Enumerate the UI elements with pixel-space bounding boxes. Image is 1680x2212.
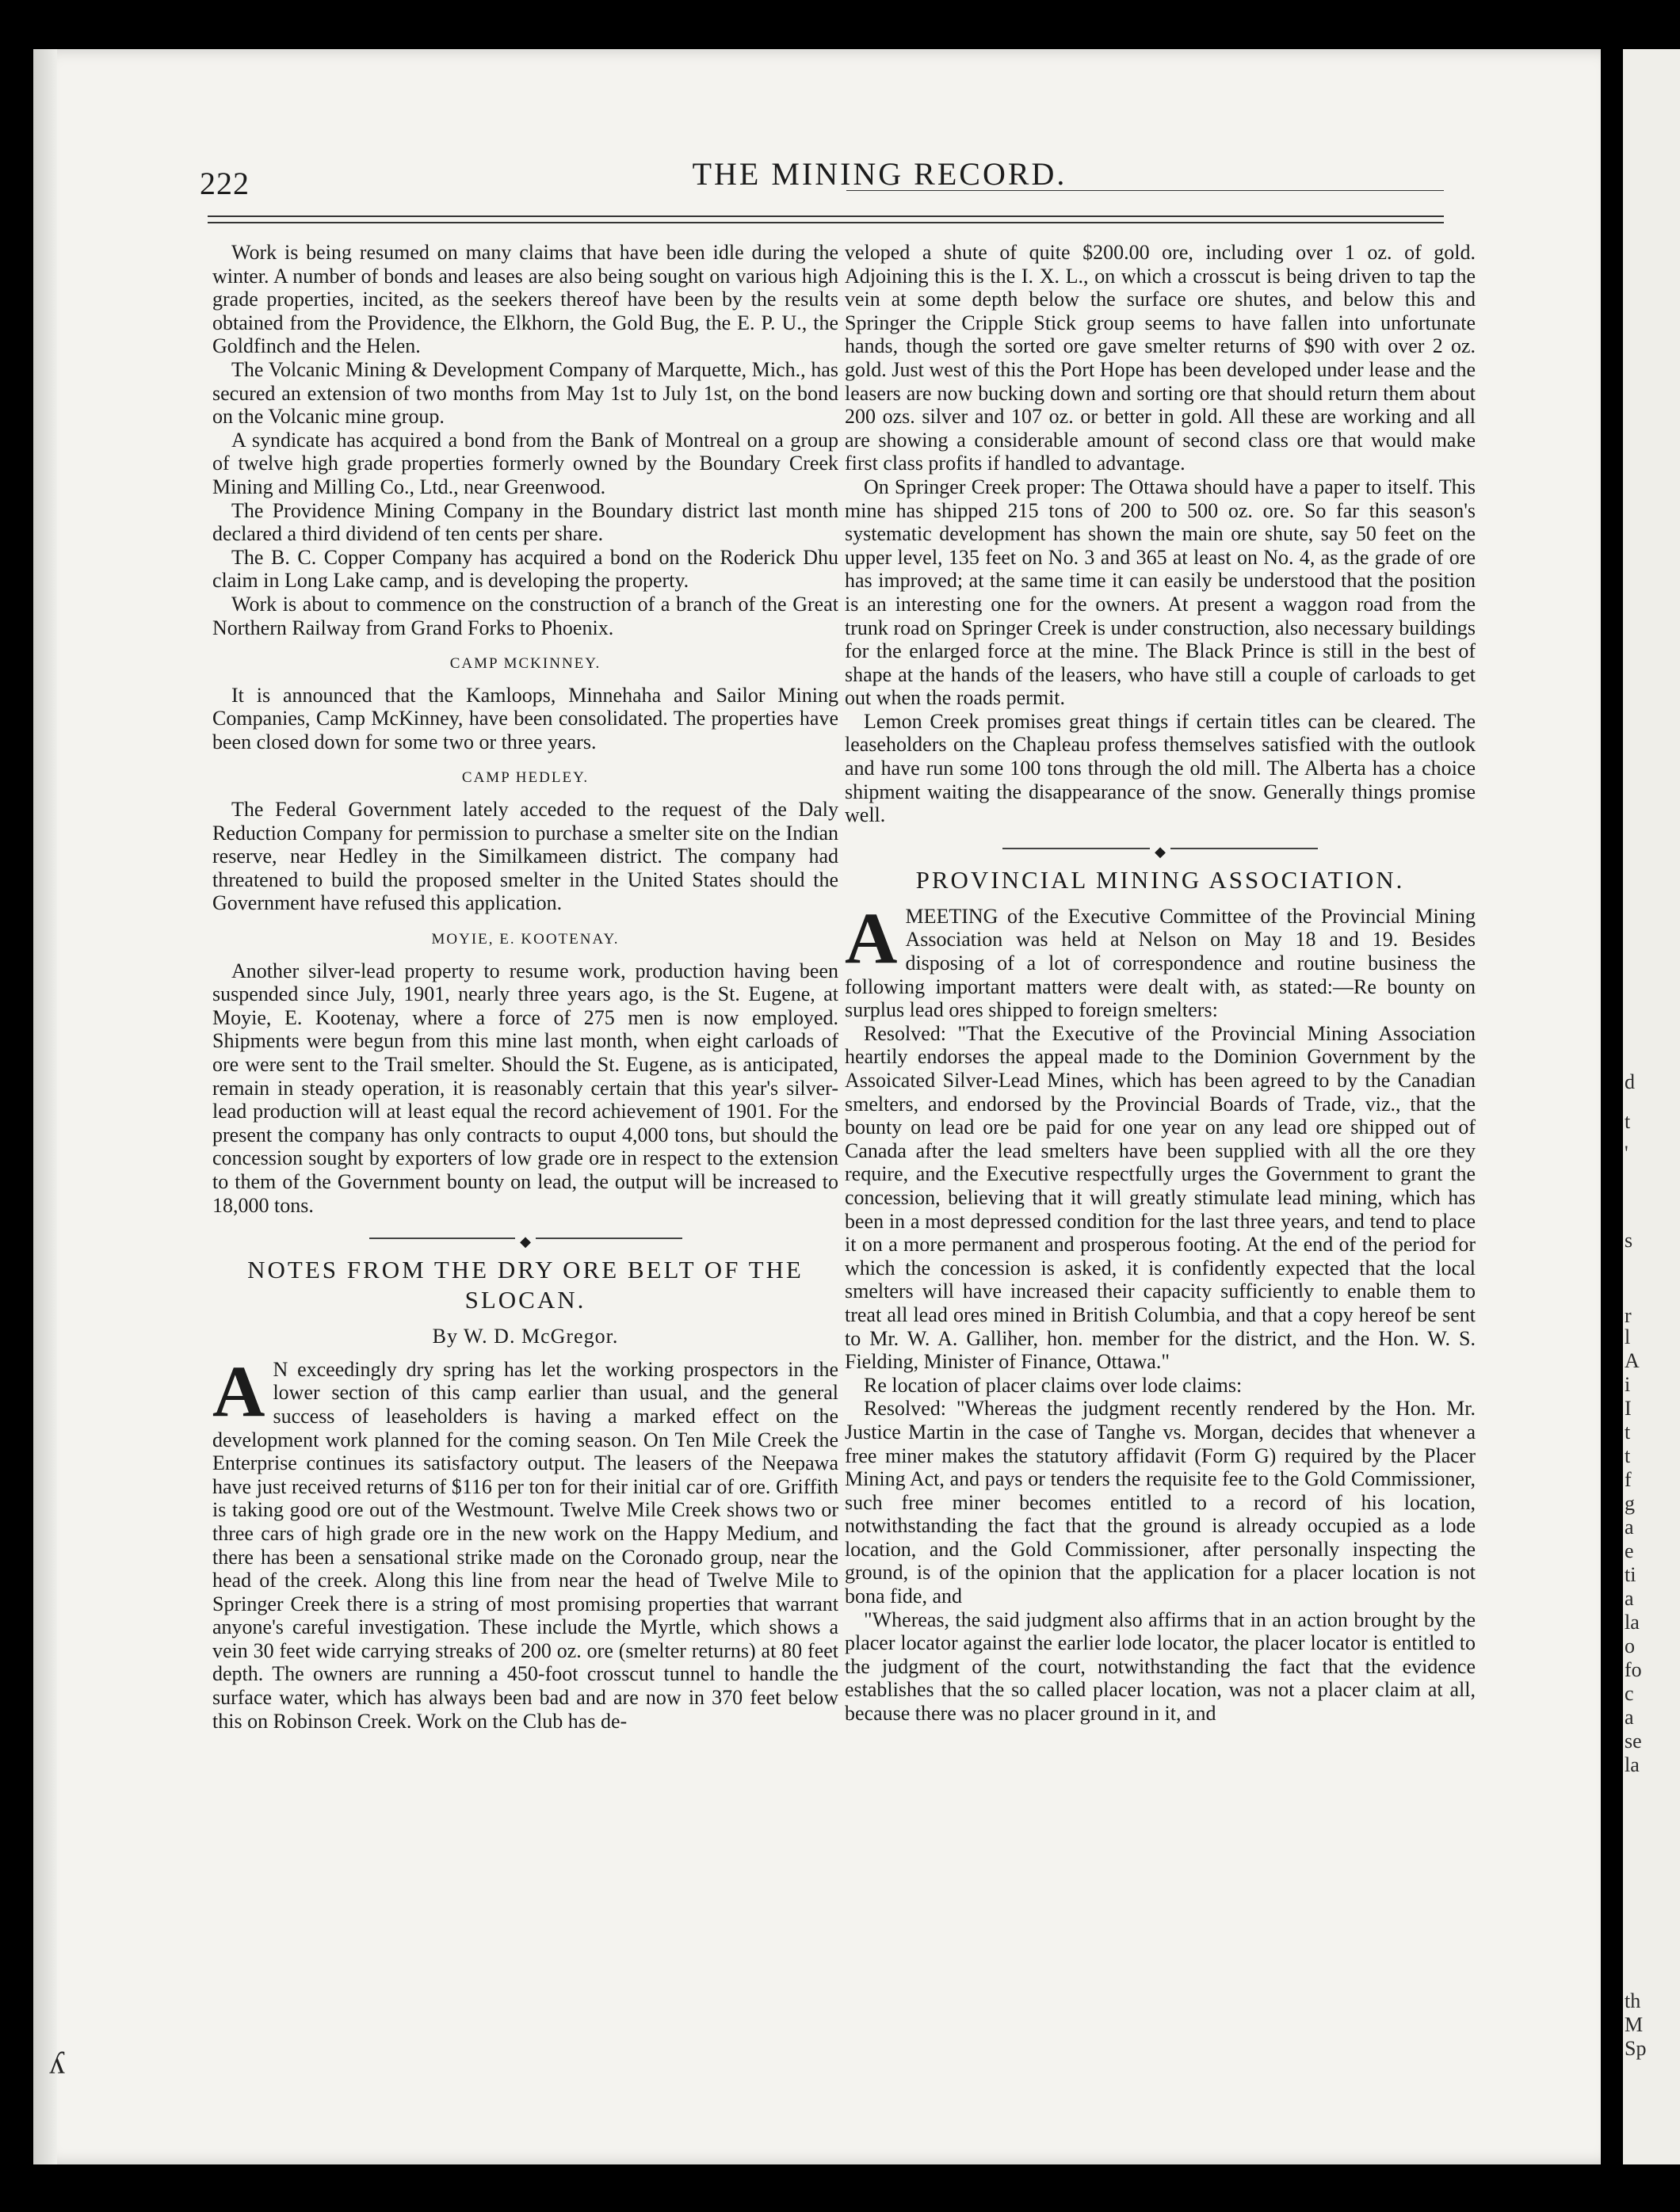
section-divider — [212, 1228, 838, 1249]
facing-fragment: la — [1625, 1753, 1640, 1776]
article-title: PROVINCIAL MINING ASSOCIATION. — [915, 865, 1405, 894]
facing-fragment: g — [1625, 1492, 1635, 1515]
facing-fragment: d — [1625, 1070, 1635, 1093]
facing-fragment: th — [1625, 1989, 1641, 2012]
paragraph: It is announced that the Kamloops, Minnehaha and Sailor Mining Companies, Camp McKinney, have been consolidated. The properties have been closed down for some two or three years. — [212, 683, 838, 753]
facing-fragment: i — [1625, 1373, 1631, 1396]
section-heading-camp-hedley: CAMP HEDLEY. — [461, 769, 590, 787]
page-number: 222 — [200, 166, 250, 201]
facing-fragment: ' — [1625, 1142, 1628, 1165]
paragraph-text: N exceedingly dry spring has let the working prospectors in the lower section of this camp earlier than usual, and the general success of leaseholders is having a marked effect on the development work planned for the coming season. On Ten Mile Creek the Enterprise continues its satisfactory output. The leasers of the Neepawa have just received returns of $116 per ton for their initial car of ore. Griffith is taking good ore out of the Westmount. Twelve Mile Creek shows two or three cars of high grade ore in the new work on the Happy Medium, and there has been a sensational strike made on the Coronado group, near the head of the creek. Along this line from near the head of Twelve Mile to Springer Creek there is a string of most promising properties that warrant anyone's careful investigation. These include the Myrtle, which shows a vein 30 feet wide carrying streaks of 200 oz. ore (smelter returns) at 80 feet depth. The owners are running a 450-foot crosscut tunnel to handle the surface water, which has always been bad and are now in 370 feet below this on Robinson Creek. Work on the Club has de- — [212, 1357, 838, 1733]
facing-fragment: t — [1625, 1444, 1631, 1467]
paragraph: Resolved: "That the Executive of the Provincial Mining Association heartily endorses the appeal made to the Dominion Government by the Assoicated Silver-Lead Mines, which has been agreed to by the Canadian smelters, and endorsed by the Provincial Boards of Trade, viz., that the bounty on lead ore be paid for one year on any lead ore shipped out of Canada after the lead smelters have been supplied with all the ore they require, and the Executive respectfully urges the Government to grant the concession, believing that it will greatly stimulate lead mining, which has been in a most depressed condition for the last three years, and tend to place it on a more permanent and prosperous footing. At the end of the period for which the concession is asked, it is confidently expected that the local smelters will have increased their capacity sufficiently to enable them to treat all lead ores mined in British Columbia, and that a copy hereof be sent to Mr. W. A. Galliher, hon. member for the district, and the Hon. W. S. Fielding, Minister of Finance, Ottawa." — [845, 1021, 1476, 1374]
facing-fragment: fo — [1625, 1658, 1642, 1681]
facing-fragment: s — [1625, 1229, 1633, 1252]
drop-cap: A — [212, 1350, 265, 1432]
article-title: NOTES FROM THE DRY ORE BELT OF THE SLOCAN. — [247, 1256, 804, 1314]
facing-page-edge — [1623, 49, 1680, 2164]
paragraph: The Volcanic Mining & Development Company of Marquette, Mich., has secured an extension of two months from May 1st to July 1st, on the bond on the Volcanic mine group. — [212, 357, 838, 429]
paragraph: Work is about to commence on the construction of a branch of the Great Northern Railway from Grand Forks to Phoenix. — [212, 592, 838, 639]
paragraph: The Federal Government lately acceded to the request of the Daly Reduction Company for permission to purchase a smelter site on the Indian reserve, near Hedley in the Similkameen district. The company had threatened to build the proposed smelter in the United States should the Government have refused this application. — [212, 798, 838, 915]
paragraph: A syndicate has acquired a bond from the Bank of Montreal on a group of twelve high grade properties formerly owned by the Boundary Creek Mining and Milling Co., Ltd., near Greenwood. — [212, 428, 838, 498]
facing-fragment: l — [1625, 1325, 1631, 1348]
paragraph: "Whereas, the said judgment also affirms that in an action brought by the placer locator against the earlier lode locator, the placer locator is entitled to the judgment of the court, notwithstanding the fact that the evidence establishes that the so called placer location, was not a placer claim at all, because there was no placer ground in it, and — [845, 1608, 1476, 1726]
divider-ornament-icon: ◆ — [1150, 844, 1170, 860]
article-byline: By W. D. McGregor. — [432, 1325, 619, 1348]
paragraph: On Springer Creek proper: The Ottawa should have a paper to itself. This mine has shipped 215 tons of 200 to 500 oz. ore. So far this season's systematic development has shown the main ore shute, say 50 feet on the upper level, 135 feet on No. 3 and 365 at least on No. 4, as the grade of ore has improved; at the same time it can easily be understood that the position is an interesting one for the owners. At present a waggon road from the trunk road on Springer Creek is under construction, also necessary buildings for the enlarged force at the mine. The Black Prince is still in the best of shape at the hands of the leasers, who have still a couple of carloads to get out when the roads permit. — [845, 475, 1476, 710]
left-column — [212, 241, 838, 1733]
paragraph: Re location of placer claims over lode claims: — [864, 1373, 1243, 1397]
facing-fragment: t — [1625, 1421, 1631, 1444]
facing-fragment: r — [1625, 1304, 1632, 1327]
paragraph: Work is being resumed on many claims that have been idle during the winter. A number of bonds and leases are also being sought on various high grade properties, incited, as the seekers thereof have been by the results obtained from the Providence, the Elkhorn, the Gold Bug, the E. P. U., the Goldfinch and the Helen. — [212, 241, 838, 358]
right-column — [845, 241, 1476, 1726]
facing-fragment: ti — [1625, 1563, 1636, 1586]
facing-fragment: c — [1625, 1682, 1634, 1705]
header-rule-top — [208, 215, 1444, 217]
facing-fragment: la — [1625, 1611, 1640, 1634]
facing-fragment: t — [1625, 1110, 1631, 1133]
facing-fragment: se — [1625, 1730, 1642, 1752]
running-head-title: THE MINING RECORD. — [692, 156, 1067, 192]
section-divider — [845, 838, 1476, 859]
facing-fragment: M — [1625, 2013, 1644, 2036]
paragraph: Another silver-lead property to resume work, production having been suspended since July, 1901, nearly three years ago, is the St. Eugene, at Moyie, E. Kootenay, where a force of 275 men is now employed. Shipments were begun from this mine last month, when eight carloads of ore were sent to the Trail smelter. Should the St. Eugene, as is anticipated, remain in steady operation, it is reasonably certain that this year's silver-lead production will at least equal the record achievement of 1901. For the present the company has only contracts to ouput 4,000 tons, but should the concession sought by exporters of low grade ore in respect to the extension to them of the Government bounty on lead, the output will be increased to 18,000 tons. — [212, 959, 838, 1217]
paragraph: Resolved: "Whereas the judgment recently rendered by the Hon. Mr. Justice Martin in the case of Tanghe vs. Morgan, decides that whenever a free miner makes the statutory affidavit (Form G) required by the Placer Mining Act, and pays or tenders the requisite fee to the Gold Commissioner, such free miner becomes entitled to a record of his location, notwithstanding the fact that the ground is already occupied as a lode location, and the Gold Commissioner, after personally inspecting the ground, is of the opinion that the application for a placer location is not bona fide, and — [845, 1397, 1476, 1608]
facing-fragment: I — [1625, 1397, 1632, 1420]
facing-fragment: A — [1625, 1349, 1640, 1372]
paragraph-with-dropcap — [845, 897, 1476, 1022]
paragraph: Lemon Creek promises great things if certain titles can be cleared. The leaseholders on the Chapleau profess themselves satisfied with the outlook and have run some 100 tons through the old mill. The Alberta has a choice shipment waiting the disappearance of the snow. Generally things promise well. — [845, 709, 1476, 827]
facing-fragment: e — [1625, 1539, 1634, 1562]
drop-cap: A — [845, 897, 898, 978]
book-binding — [33, 49, 57, 2164]
facing-fragment: Sp — [1625, 2037, 1647, 2060]
facing-fragment: o — [1625, 1634, 1635, 1657]
header-rule-bottom — [208, 222, 1444, 223]
binding-mark: ʎ — [49, 2045, 65, 2080]
divider-ornament-icon: ◆ — [515, 1234, 536, 1249]
paragraph: veloped a shute of quite $200.00 ore, including over 1 oz. of gold. Adjoining this is the I. X. L., on which a crosscut is being driven to tap the vein at some depth below the surface ore shutes, and below this and Springer the Cripple Stick group seems to have fallen into unfortunate hands, though the sorted ore gave smelter returns of $90 with over 2 oz. gold. Just west of this the Port Hope has been developed under lease and the leasers are now bucking down and sorting ore that should return them about 200 ozs. silver and 107 oz. or better in gold. All these are working and all are showing a considerable amount of second class ore that would make first class profits if handled to advantage. — [845, 241, 1476, 475]
paragraph-with-dropcap — [212, 1350, 838, 1733]
facing-fragment: f — [1625, 1468, 1632, 1491]
paragraph-text: MEETING of the Executive Committee of the Provincial Mining Association was held at Nelson on May 18 and 19. Besides disposing of a lot of correspondence and routine business the following important matters were dealt with, as stated:—Re bounty on surplus lead ores shipped to foreign smelters: — [845, 904, 1476, 1022]
facing-fragment: a — [1625, 1587, 1634, 1610]
paragraph: The B. C. Copper Company has acquired a bond on the Roderick Dhu claim in Long Lake camp, and is developing the property. — [212, 545, 838, 593]
paragraph: The Providence Mining Company in the Boundary district last month declared a third dividend of ten cents per share. — [212, 498, 838, 546]
section-heading-moyie: MOYIE, E. KOOTENAY. — [431, 931, 620, 948]
section-heading-camp-mckinney: CAMP MCKINNEY. — [449, 655, 601, 673]
facing-fragment: a — [1625, 1706, 1634, 1729]
header-rule-short — [846, 190, 1444, 191]
facing-fragment: a — [1625, 1516, 1634, 1539]
